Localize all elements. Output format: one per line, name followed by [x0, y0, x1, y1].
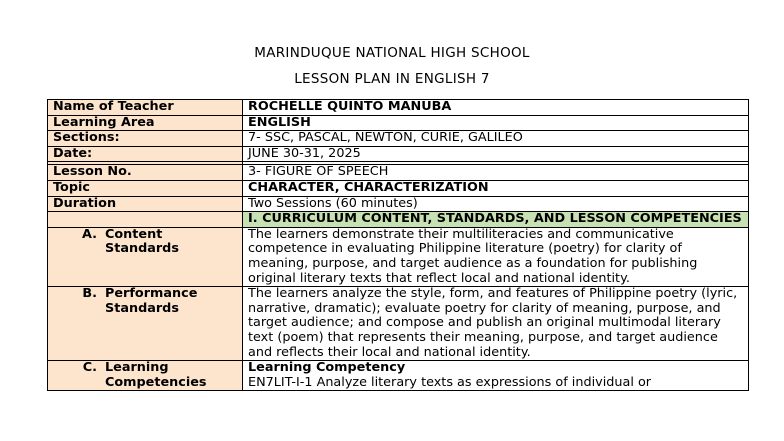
performance-standards-value: The learners analyze the style, form, and features of Philippine poetry (lyric, narrative, dramatic); evaluate poetry for clarity of meaning, purpose, and target audience; and compose and publish an original multimodal literary text (poem) that represents their meaning, purpose, and target audience and reflects their local and national identity.	[243, 287, 749, 361]
duration-value: Two Sessions (60 minutes)	[243, 196, 749, 212]
row-teacher	[48, 100, 749, 116]
row-topic	[48, 180, 749, 196]
row-date	[48, 146, 749, 162]
section-heading: I. CURRICULUM CONTENT, STANDARDS, AND LESSON COMPETENCIES	[243, 212, 749, 228]
row-performance-standards	[48, 287, 749, 361]
performance-standards-letter: B.	[82, 286, 97, 302]
learning-competencies-label	[48, 361, 243, 391]
lesson-plan-table	[47, 99, 749, 391]
learning-competency-heading: Learning Competency	[248, 360, 406, 376]
date-label: Date:	[48, 146, 243, 162]
content-standards-letter: A.	[81, 227, 97, 242]
topic-label: Topic	[48, 180, 243, 196]
performance-standards-label	[48, 287, 243, 361]
sections-label: Sections:	[48, 131, 243, 147]
date-value: JUNE 30-31, 2025	[243, 146, 749, 162]
content-standards-label	[48, 227, 243, 286]
sections-value: 7- SSC, PASCAL, NEWTON, CURIE, GALILEO	[243, 131, 749, 147]
row-area	[48, 115, 749, 131]
lesson-plan-title: LESSON PLAN IN ENGLISH 7	[294, 71, 490, 87]
teacher-label: Name of Teacher	[48, 100, 243, 116]
row-duration	[48, 196, 749, 212]
topic-value: CHARACTER, CHARACTERIZATION	[243, 180, 749, 196]
content-standards-value: The learners demonstrate their multiliteracies and communicative competence in evaluating Philippine literature (poetry) for clarity of meaning, purpose, and target audience as a foundation for publishing original literary texts that reflect local and national identity.	[243, 227, 749, 286]
row-lesson	[48, 165, 749, 181]
school-name: MARINDUQUE NATIONAL HIGH SCHOOL	[254, 45, 530, 61]
lesson-label: Lesson No.	[48, 165, 243, 181]
row-content-standards	[48, 227, 749, 286]
section-heading-label	[48, 212, 243, 228]
lesson-value: 3- FIGURE OF SPEECH	[243, 165, 749, 181]
teacher-value: ROCHELLE QUINTO MANUBA	[243, 100, 749, 116]
duration-label: Duration	[48, 196, 243, 212]
row-sections	[48, 131, 749, 147]
performance-standards-text: Performance Standards	[105, 286, 198, 316]
row-learning-competencies	[48, 361, 749, 391]
content-standards-text: Content Standards	[105, 227, 179, 257]
learning-competencies-value	[243, 361, 749, 391]
learning-competencies-text: Learning Competencies	[105, 360, 207, 390]
row-section-heading	[48, 212, 749, 228]
area-value: ENGLISH	[243, 115, 749, 131]
learning-competency-text: EN7LIT-I-1 Analyze literary texts as expressions of individual or	[248, 374, 652, 390]
learning-competencies-letter: C.	[82, 360, 97, 376]
area-label: Learning Area	[48, 115, 243, 131]
